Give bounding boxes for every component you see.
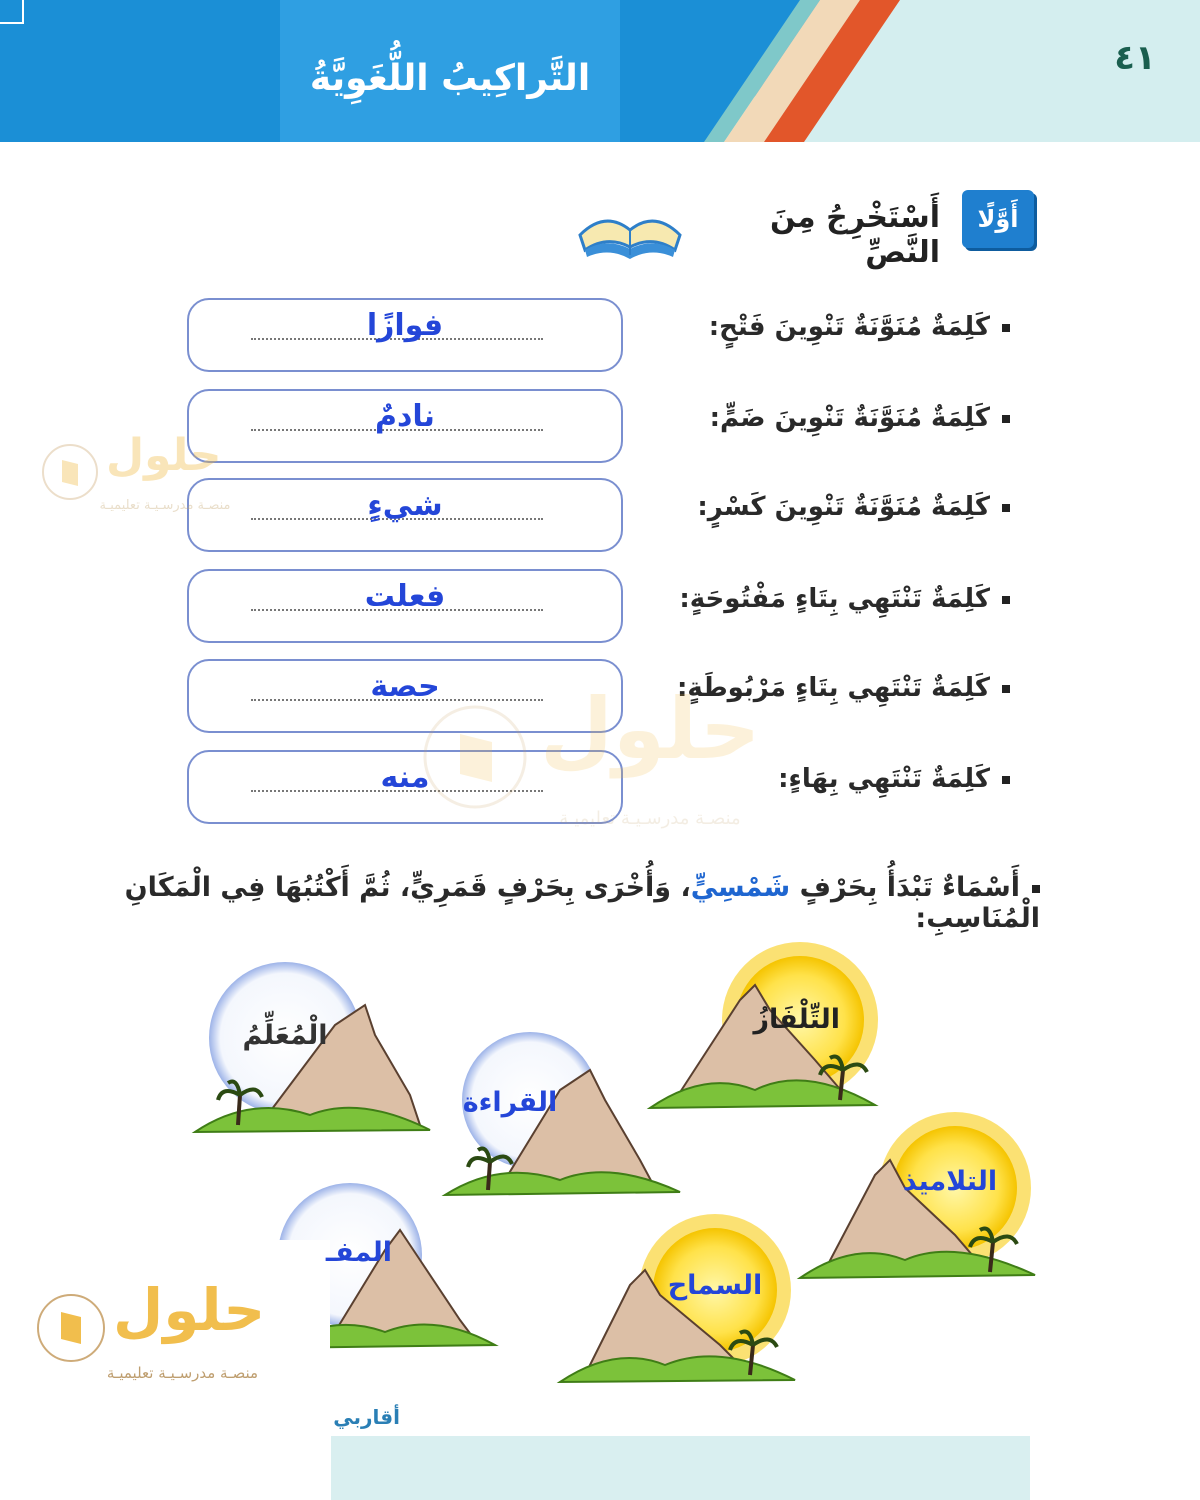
prompt-row-4: كَلِمَةٌ تَنْتَهِي بِتَاءٍ مَفْتُوحَةٍ: [490, 584, 1010, 614]
page-title: التَّراكِيبُ اللُّغَوِيَّةُ [309, 58, 591, 99]
page-number: ٤١ [1114, 38, 1156, 78]
answer-field-1[interactable] [187, 298, 623, 372]
answer-text: نادمٌ [375, 399, 435, 434]
answer-field-3[interactable] [187, 478, 623, 552]
mountain-label-4: التلاميذ [902, 1166, 998, 1197]
prompt-row-1: كَلِمَةٌ مُنَوَّنَةٌ تَنْوِينَ فَتْحٍ: [490, 312, 1010, 342]
answer-text: حصة [370, 669, 440, 704]
section-title: أَسْتَخْرِجُ مِنَ النَّصِّ [770, 200, 940, 270]
mountain-label-3: الْمُعَلِّمُ [242, 1020, 328, 1051]
prompt-row-2: كَلِمَةٌ مُنَوَّنَةٌ تَنْوِينَ ضَمٍّ: [490, 403, 1010, 433]
watermark-logo-large [420, 680, 790, 830]
watermark-logo-bottom [35, 1276, 275, 1390]
footer-label: أقاربي [333, 1405, 400, 1429]
header-stripes [700, 0, 920, 142]
answer-field-4[interactable] [187, 569, 623, 643]
prompt-row-5: كَلِمَةٌ تَنْتَهِي بِتَاءٍ مَرْبُوطَةٍ: [490, 673, 1010, 703]
mountain-label-6: المفـ [325, 1237, 392, 1268]
watermark-emblem-icon [35, 1292, 107, 1364]
watermark-emblem-icon [420, 702, 530, 812]
watermark-emblem-icon [40, 442, 100, 502]
mountain-label-2: القراءة [462, 1087, 558, 1118]
prompt-row-6: كَلِمَةٌ تَنْتَهِي بِهَاءٍ: [490, 764, 1010, 794]
watermark-logo-small [40, 430, 240, 520]
answer-text: فوازًا [366, 308, 444, 343]
watermark-caption: منصـة مدرسـيـة تعليميـة [559, 808, 741, 829]
section-badge: أَوَّلًا [962, 190, 1034, 248]
answer-text: شيءٍ [367, 488, 443, 523]
watermark-logo-text: حلول [106, 430, 222, 481]
mountain-sun-4 [795, 1110, 1045, 1285]
answer-field-2[interactable] [187, 389, 623, 463]
footer-band [331, 1436, 1030, 1500]
page-header [0, 0, 1200, 142]
instruction-highlight: شَمْسِيٍّ [690, 872, 791, 903]
prompt-row-3: كَلِمَةٌ مُنَوَّنَةٌ تَنْوِينَ كَسْرٍ: [490, 492, 1010, 522]
crop-mark [0, 0, 24, 24]
answer-text: منه [380, 760, 430, 795]
watermark-logo-text: حلول [540, 680, 761, 778]
open-book-icon [575, 205, 685, 265]
watermark-caption: منصـة مدرسـيـة تعليميـة [106, 1364, 259, 1382]
answer-text: فعلت [364, 579, 446, 614]
instruction-text: أَسْمَاءٌ تَبْدَأُ بِحَرْفٍ شَمْسِيٍّ، وَأُخْرَى بِحَرْفٍ قَمَرِيٍّ، ثُمَّ أَكْتُبُهَا فِي الْمَكَانِ الْمُنَاسِبِ: [124, 872, 1040, 934]
mountain-label-1: التِّلْفَازُ [753, 1004, 840, 1035]
mountain-label-5: السماح [667, 1270, 763, 1301]
watermark-caption: منصـة مدرسـيـة تعليميـة [99, 498, 231, 513]
watermark-logo-text: حلول [113, 1276, 266, 1344]
